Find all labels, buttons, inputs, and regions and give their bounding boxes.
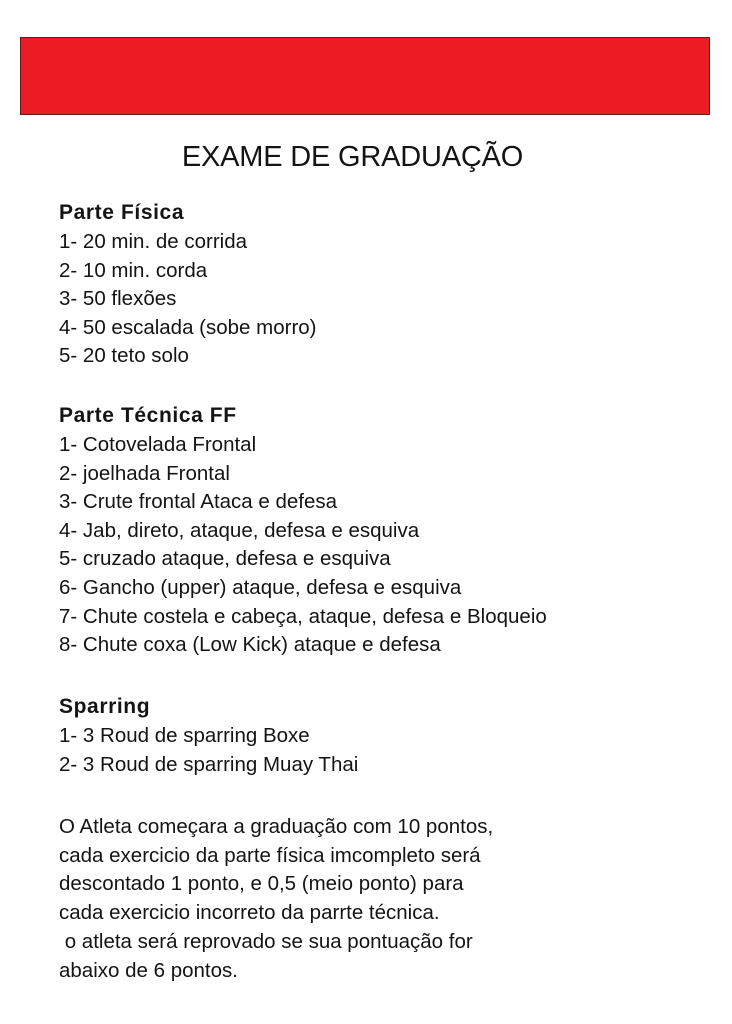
paragraph-line: cada exercicio incorreto da parrte técnica. [59,901,440,925]
section-heading: Sparring [59,695,151,718]
list-item: 5- 20 teto solo [59,344,189,368]
paragraph-line: descontado 1 ponto, e 0,5 (meio ponto) para [59,872,464,896]
list-item: 2- joelhada Frontal [59,461,230,485]
section-heading: Parte Física [59,201,185,224]
paragraph-line: O Atleta começara a graduação com 10 pontos, [59,815,494,838]
list-item: 6- Gancho (upper) ataque, defesa e esquiva [59,575,462,599]
list-item: 4- 50 escalada (sobe morro) [59,315,317,339]
rules-paragraph [59,813,709,985]
section-parte-tecnica [59,403,699,660]
list-item: 1- 3 Roud de sparring Boxe [59,724,310,747]
list-item: 4- Jab, direto, ataque, defesa e esquiva [59,518,420,542]
list-item: 7- Chute costela e cabeça, ataque, defesa e Bloqueio [59,604,547,628]
paragraph-line: cada exercicio da parte física imcompleto será [59,843,481,867]
red-banner [20,37,710,115]
list-item: 8- Chute coxa (Low Kick) ataque e defesa [59,633,441,657]
section-sparring [59,694,699,779]
list-item: 2- 3 Roud de sparring Muay Thai [59,752,359,776]
list-item: 5- cruzado ataque, defesa e esquiva [59,547,391,571]
list-item: 1- Cotovelada Frontal [59,433,257,456]
paragraph-line: o atleta será reprovado se sua pontuação for [59,929,473,953]
list-item: 3- 50 flexões [59,287,177,311]
list-item: 1- 20 min. de corrida [59,230,248,253]
paragraph-line: abaixo de 6 pontos. [59,958,238,982]
page-title: EXAME DE GRADUAÇÃO [181,141,524,173]
list-item: 3- Crute frontal Ataca e defesa [59,490,338,514]
section-parte-fisica [59,200,699,371]
section-heading: Parte Técnica FF [59,404,237,427]
list-item: 2- 10 min. corda [59,258,208,282]
